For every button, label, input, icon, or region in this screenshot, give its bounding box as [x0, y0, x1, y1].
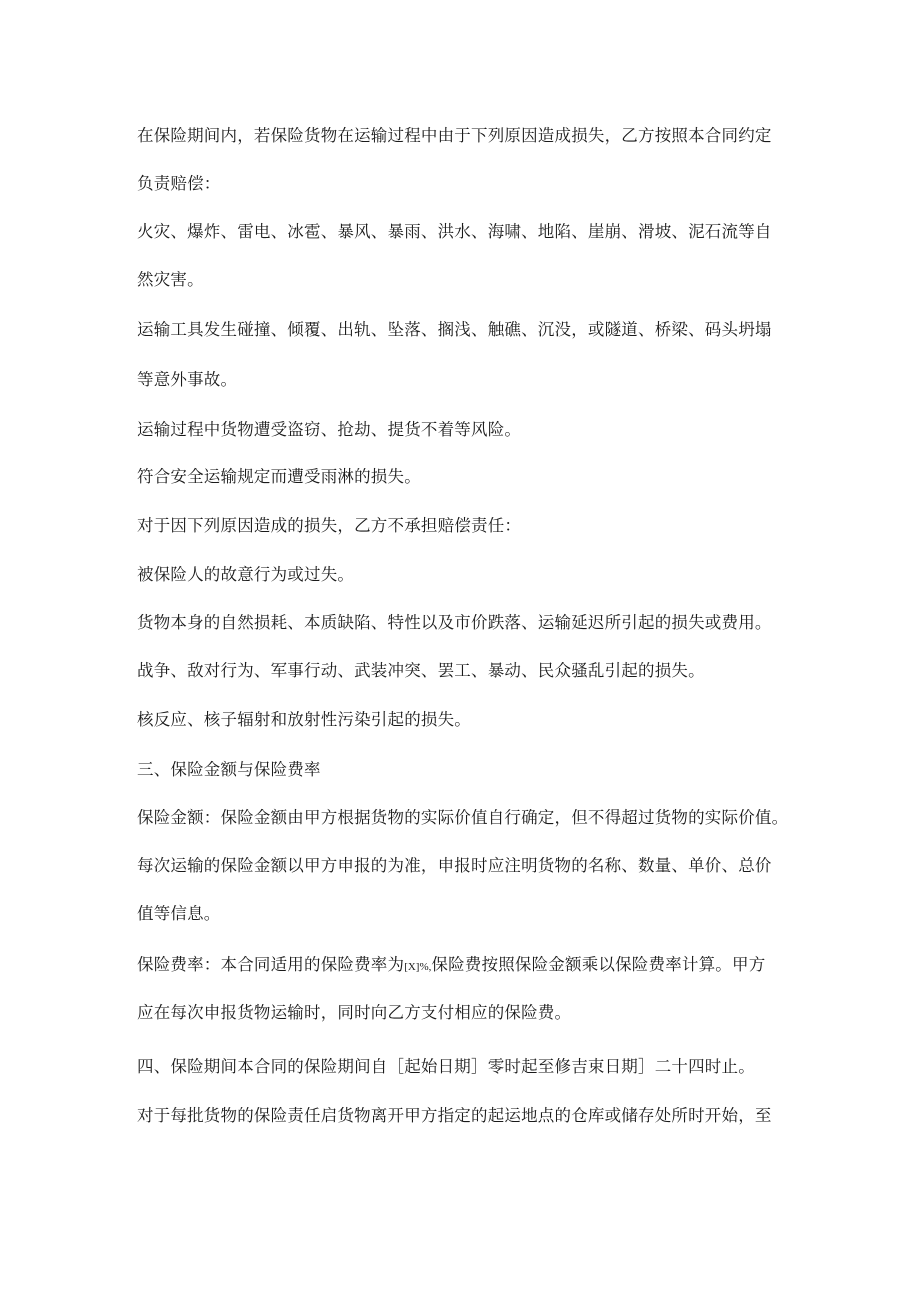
paragraph-line: 负责赔偿： [137, 174, 221, 193]
rate-placeholder: [X]%, [404, 961, 432, 973]
paragraph-line: 在保险期间内，若保险货物在运输过程中由于下列原因造成损失，乙方按照本合同约定 [137, 126, 772, 145]
paragraph-line: 核反应、核子辐射和放射性污染引起的损失。 [137, 710, 471, 729]
rate-paragraph-line [137, 953, 765, 979]
rate-text-before: 保险费率：本合同适用的保险费率为 [137, 955, 405, 974]
paragraph-line: 运输工具发生碰撞、倾覆、出轨、坠落、搁浅、触礁、沉没，或隧道、桥梁、码头坍塌 [137, 320, 772, 339]
paragraph-line: 战争、敌对行为、军事行动、武装冲突、罢工、暴动、民众骚乱引起的损失。 [137, 661, 705, 680]
paragraph-line: 然灾害。 [137, 270, 204, 289]
paragraph-line: 保险金额：保险金额由甲方根据货物的实际价值自行确定，但不得超过货物的实际价值。 [137, 808, 789, 827]
paragraph-line: 被保险人的故意行为或过失。 [137, 565, 355, 584]
paragraph-line: 值等信息。 [137, 904, 221, 923]
paragraph-line: 货物本身的自然损耗、本质缺陷、特性以及市价跌落、运输延迟所引起的损失或费用。 [137, 613, 772, 632]
section-heading: 四、保险期间本合同的保险期间自［起始日期］零时起至修吉束日期］二十四时止。 [137, 1057, 755, 1076]
section-heading: 三、保险金额与保险费率 [137, 760, 321, 779]
paragraph-line: 对于每批货物的保险责任启货物离开甲方指定的起运地点的仓库或储存处所时开始，至 [137, 1106, 772, 1125]
rate-text-after: 保险费按照保险金额乘以保险费率计算。甲方 [431, 955, 766, 974]
paragraph-line: 运输过程中货物遭受盗窃、抢劫、提货不着等风险。 [137, 420, 522, 439]
paragraph-line: 对于因下列原因造成的损失，乙方不承担赔偿责任： [137, 516, 522, 535]
paragraph-line: 火灾、爆炸、雷电、冰雹、暴风、暴雨、洪水、海啸、地陷、崖崩、滑坡、泥石流等自 [137, 222, 772, 241]
paragraph-line: 等意外事故。 [137, 370, 238, 389]
paragraph-line: 每次运输的保险金额以甲方申报的为准，申报时应注明货物的名称、数量、单价、总价 [137, 856, 772, 875]
paragraph-line: 符合安全运输规定而遭受雨淋的损失。 [137, 467, 421, 486]
paragraph-line: 应在每次申报货物运输时，同时向乙方支付相应的保险费。 [137, 1003, 572, 1022]
